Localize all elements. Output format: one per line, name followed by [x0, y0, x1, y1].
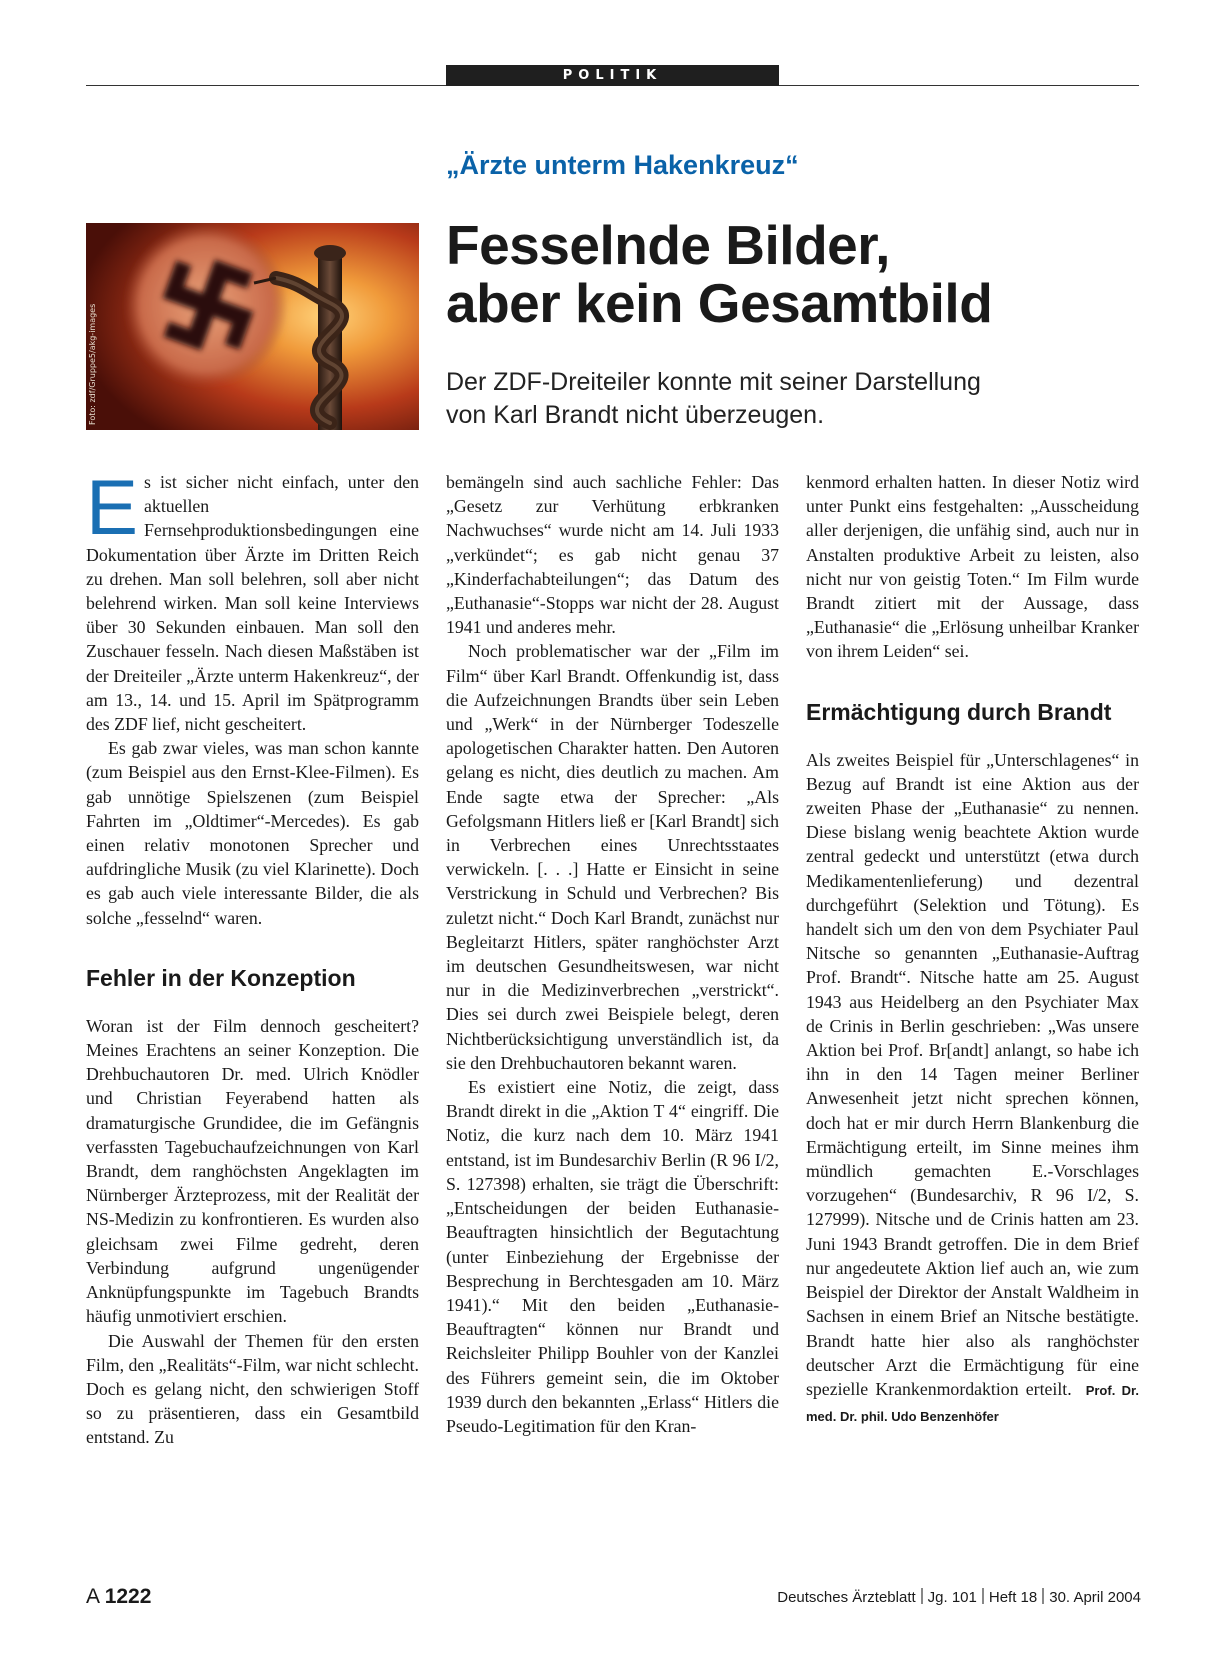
article-deck	[446, 366, 1086, 432]
journal-date: 30. April 2004	[1049, 1589, 1141, 1606]
article-column-1	[86, 463, 419, 1450]
paragraph: Woran ist der Film dennoch gescheitert? Meines Erachtens an seiner Konzeption. Die Drehbuchautoren Dr. med. Ulrich Knödler und Christian Feyerabend hatten als dramaturgische Grundidee, die im Gefängnis verfassten Tagebuchaufzeichnungen von Karl Brandt, dem ranghöchsten Angeklagten im Nürnberger Ärzteprozess, mit der Realität der NS-Medizin zu konfrontieren. Es wurden also gleichsam zwei Filme gedreht, deren Verbindung aufgrund ungenügender Anknüpfungspunkte im Tagebuch Brandts häufig unmotiviert erschien.	[86, 1015, 419, 1327]
article-column-3	[806, 470, 1139, 1429]
photo-credit: Foto: zdf/Gruppe5/akg-images	[88, 303, 97, 425]
paragraph: Die Auswahl der Themen für den ersten Film, den „Realitäts“-Film, war nicht schlecht. Doch es gelang nicht, den schwierigen Stoff so zu präsentieren, dass ein Gesamtbild entstand. Zu	[86, 1330, 419, 1448]
subheading: Ermächtigung durch Brandt	[806, 698, 1112, 725]
subheading: Fehler in der Konzeption	[86, 964, 356, 991]
swastika-aesculapian-staff-image	[86, 223, 419, 430]
paragraph: Es ist sicher nicht einfach, unter den aktuellen Fernsehproduktionsbedingungen eine Dokumentation über Ärzte im Dritten Reich zu drehen. Man soll belehren, soll aber nicht belehrend wirken. Man soll keine Interviews über 30 Sekunden einbauen. Man soll den Zuschauer fesseln. Nach diesen Maßstäben ist der Dreiteiler „Ärzte unterm Hakenkreuz“, der am 13., 14. und 15. April im Spätprogramm des ZDF lief, nicht gescheitert.	[86, 463, 419, 735]
page-number-value: 1222	[104, 1585, 152, 1608]
section-label: POLITIK	[446, 65, 779, 86]
headline-line: aber kein Gesamtbild	[446, 272, 993, 334]
page-number	[86, 1585, 151, 1609]
journal-issue: Heft 18	[988, 1589, 1038, 1606]
paragraph: kenmord erhalten hatten. In dieser Notiz wird unter Punkt eins festgehalten: „Ausscheidung aller derjenigen, die unfähig sind, auch nur in Anstalten produktive Arbeit zu leisten, also nicht nur von geistig Toten.“ Im Film wurde Brandt zitiert mit der Aussage, dass „Euthanasie“ die „Erlösung unheilbar Kranker von ihrem Leiden“ sei.	[806, 472, 1139, 662]
paragraph: Noch problematischer war der „Film im Film“ über Karl Brandt. Offenkundig ist, dass die Aufzeichnungen Brandts über sein Leben und „Werk“ in der Nürnberger Todeszelle apologetischen Charakter hatten. Den Autoren gelang es nicht, dies deutlich zu machen. Am Ende sagte etwa der Sprecher: „Als Gefolgsmann Hitlers ließ er [Karl Brandt] sich in Verbrechen eines Unrechtsstaates verwickeln. [. . .] Hatte er Einsicht in seine Verstrickung in Schuld und Verbrechen? Bis zuletzt nicht.“ Doch Karl Brandt, zunächst nur Begleitarzt Hitlers, später ranghöchster Arzt im deutschen Gesundheitswesen, war nicht nur in die Medizinverbrechen „verstrickt“. Dies sei durch zwei Beispiele belegt, deren Nichtberücksichtigung unverständlich ist, da sie den Drehbuchautoren bekannt waren.	[446, 641, 779, 1073]
journal-name: Deutsches Ärzteblatt	[777, 1589, 916, 1606]
article-column-2	[446, 470, 779, 1438]
page-prefix: A	[86, 1585, 99, 1608]
paragraph: Es existiert eine Notiz, die zeigt, dass Brandt direkt in die „Aktion T 4“ eingriff. Die Notiz, die kurz nach dem 10. März 1941 entstand, ist im Bundesarchiv Berlin (R 96 I/2, S. 127398) erhalten, sie trägt die Überschrift: „Entscheidungen der beiden Euthanasie-Beauftragten hinsichtlich der Begutachtung (unter Einbeziehung der Ergebnisse der Besprechung in Berchtesgaden am 10. März 1941).“ Mit den beiden „Euthanasie-Beauftragten“ können nur Brandt und Reichsleiter Philipp Bouhler von der Kanzlei des Führers gemeint sein, die im Oktober 1939 durch den bekannten „Erlass“ Hitlers die Pseudo-Legitimation für den Kran-	[446, 1077, 779, 1436]
drop-cap: E	[86, 463, 139, 551]
footer-separator	[1042, 1588, 1044, 1604]
journal-volume: Jg. 101	[927, 1589, 977, 1606]
paragraph: Es gab zwar vieles, was man schon kannte (zum Beispiel aus den Ernst-Klee-Filmen). Es gab unnötige Spielszenen (zum Beispiel Fahrten im „Oldtimer“-Mercedes). Es gab einen relativ monotonen Sprecher und aufdringliche Musik (zu viel Klarinette). Doch es gab auch viele interessante Bilder, die als solche „fesselnd“ waren.	[86, 738, 419, 928]
article-kicker: „Ärzte unterm Hakenkreuz“	[446, 150, 799, 180]
footer-separator	[982, 1588, 984, 1604]
article-photo	[86, 223, 419, 430]
paragraph: bemängeln sind auch sachliche Fehler: Das „Gesetz zur Verhütung erbkranken Nachwuchses“ wurde nicht am 14. Juli 1933 „verkündet“; es gab nicht genau 37 „Kinderfachabteilungen“; das Datum des „Euthanasie“-Stopps war nicht der 28. August 1941 und anderes mehr.	[446, 472, 779, 638]
journal-footer	[777, 1588, 1141, 1606]
headline-line: Fesselnde Bilder,	[446, 214, 890, 276]
footer-separator	[921, 1588, 923, 1604]
article-headline	[446, 216, 1136, 332]
author-byline: Prof. Dr. med. Dr. phil. Udo Benzenhöfer	[806, 1382, 1139, 1425]
deck-line: Der ZDF-Dreiteiler konnte mit seiner Darstellung	[446, 368, 981, 396]
paragraph: Als zweites Beispiel für „Unterschlagenes“ in Bezug auf Brandt ist eine Aktion aus der zweiten Phase der „Euthanasie“ zu nennen. Diese bislang wenig beachtete Aktion wurde zentral gedeckt und unterstützt (etwa durch Medikamentenlieferung) und dezentral durchgeführt (Selektion und Tötung). Es handelt sich um den von dem Psychiater Paul Nitsche so genannten „Euthanasie-Auftrag Prof. Brandt“. Nitsche hatte am 25. August 1943 aus Heidelberg an den Psychiater Max de Crinis in Berlin geschrieben: „Was unsere Aktion bei Prof. Br[andt] anlangt, so habe ich ihn in den 14 Tagen meiner Berliner Anwesenheit jetzt nicht sprechen können, doch hat er mir durch Herrn Blankenburg die Ermächtigung erteilt, im Sinne meines ihm mündlich gemachten E.-Vorschlages vorzugehen“ (Bundesarchiv, R 96 I/2, S. 127999). Nitsche und de Crinis hatten am 23. Juni 1943 Brandt getroffen. Die in dem Brief nur angedeutete Aktion lief auch an, wie zum Beispiel der Direktor der Anstalt Waldheim in Sachsen in einem Brief an Nitsche bestätigte. Brandt hatte hier also als ranghöchster deutscher Arzt die Ermächtigung für eine spezielle Krankenmordaktion erteilt. Prof. Dr. med. Dr. phil. Udo Benzenhöfer	[806, 749, 1139, 1425]
deck-line: von Karl Brandt nicht überzeugen.	[446, 401, 825, 429]
